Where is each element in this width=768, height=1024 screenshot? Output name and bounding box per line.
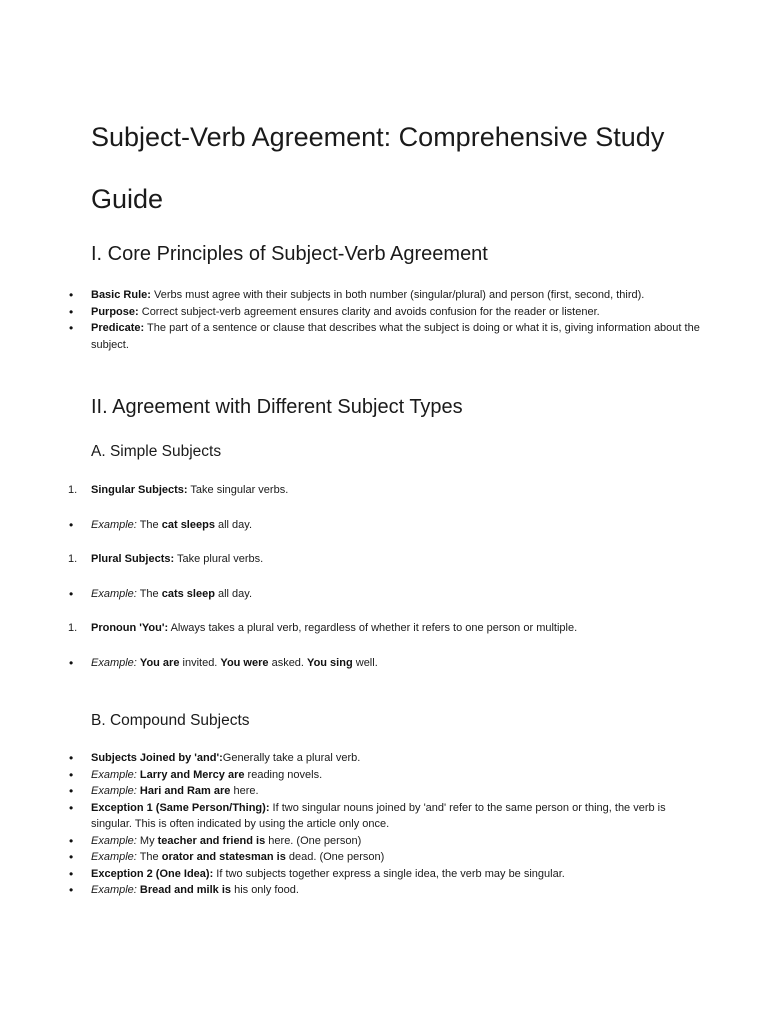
list-number: 1. [68, 553, 78, 565]
example-plural-subjects [91, 586, 706, 603]
document-body [68, 106, 706, 899]
example-text: all day. [214, 518, 253, 531]
list-item-exception-2 [91, 866, 706, 883]
section-heading-core-principles: I. Core Principles of Subject-Verb Agreement [91, 243, 488, 265]
term-label: Subjects Joined by 'and': [91, 752, 223, 764]
example-label: Example: [91, 656, 137, 669]
example-label: Example: [91, 834, 137, 847]
example-highlight: Hari and Ram are [139, 785, 231, 797]
term-label: Exception 2 (One Idea): [91, 867, 214, 880]
example-singular-subjects [91, 517, 706, 534]
example-highlight: You were [220, 656, 269, 669]
list-item-example [91, 849, 706, 866]
term-label: Singular Subjects: [91, 484, 188, 496]
rule-singular-subjects [68, 482, 706, 499]
subsection-heading-simple-subjects: A. Simple Subjects [91, 443, 222, 460]
example-highlight: teacher and friend is [157, 834, 266, 847]
page-title: Subject-Verb Agreement: Comprehensive Study Guide [91, 122, 665, 214]
list-item-predicate [91, 320, 706, 353]
example-pronoun-you [91, 655, 706, 672]
term-definition: The part of a sentence or clause that describes what the subject is doing or what it is, giving information about the subject. [91, 322, 700, 351]
example-label: Example: [91, 518, 137, 531]
list-item-joined-by-and [91, 750, 706, 767]
example-text: here. (One person) [265, 834, 362, 847]
example-text: well. [352, 656, 378, 669]
rule-pronoun-you [68, 620, 706, 637]
example-text: here. [230, 785, 259, 797]
list-number: 1. [68, 484, 78, 496]
example-text: all day. [214, 587, 253, 600]
list-item-basic-rule [91, 287, 706, 304]
core-principles-list [91, 287, 706, 353]
list-item-example [91, 783, 706, 800]
term-label: Exception 1 (Same Person/Thing): [91, 801, 270, 814]
list-item-example [91, 882, 706, 899]
example-highlight: You are [139, 656, 180, 669]
example-label: Example: [91, 884, 137, 896]
example-highlight: You sing [307, 656, 353, 669]
example-label: Example: [91, 851, 137, 863]
list-item-exception-1 [91, 800, 706, 833]
term-definition: Correct subject-verb agreement ensures clarity and avoids confusion for the reader or listener. [138, 305, 600, 318]
list-item-purpose [91, 304, 706, 321]
example-highlight: cats sleep [161, 587, 215, 600]
rule-plural-subjects [68, 551, 706, 568]
term-label: Predicate: [91, 322, 145, 334]
term-label: Pronoun 'You': [91, 622, 169, 634]
term-definition: Always takes a plural verb, regardless of whether it refers to one person or multiple. [168, 622, 578, 634]
term-definition: Take plural verbs. [174, 553, 264, 565]
term-definition: Take singular verbs. [187, 484, 289, 496]
term-definition: Verbs must agree with their subjects in both number (singular/plural) and person (first, second, third). [150, 289, 645, 301]
section-heading-subject-types: II. Agreement with Different Subject Types [91, 396, 463, 418]
example-text: reading novels. [244, 768, 323, 781]
example-text: The [136, 587, 162, 600]
example-highlight: orator and statesman is [161, 851, 286, 863]
example-text: asked. [268, 656, 308, 669]
example-label: Example: [91, 768, 137, 781]
subsection-heading-compound-subjects: B. Compound Subjects [91, 712, 250, 729]
example-highlight: cat sleeps [161, 518, 215, 531]
example-highlight: Bread and milk is [139, 884, 232, 896]
compound-subjects-list [91, 750, 706, 899]
example-text: his only food. [231, 884, 299, 896]
example-label: Example: [91, 587, 137, 600]
list-item-example [91, 767, 706, 784]
term-definition: If two singular nouns joined by 'and' refer to the same person or thing, the verb is singular. This is often indicated by using the article only once. [91, 801, 666, 830]
term-definition: Generally take a plural verb. [222, 752, 361, 764]
example-text: The [136, 851, 162, 863]
example-text: My [136, 834, 158, 847]
list-item-example [91, 833, 706, 850]
term-definition: If two subjects together express a single idea, the verb may be singular. [213, 867, 565, 880]
term-label: Purpose: [91, 305, 139, 318]
list-number: 1. [68, 622, 78, 634]
example-label: Example: [91, 785, 137, 797]
example-text: dead. (One person) [285, 851, 385, 863]
example-highlight: Larry and Mercy are [139, 768, 245, 781]
term-label: Plural Subjects: [91, 553, 175, 565]
term-label: Basic Rule: [91, 289, 151, 301]
example-text: invited. [179, 656, 221, 669]
example-text: The [136, 518, 162, 531]
